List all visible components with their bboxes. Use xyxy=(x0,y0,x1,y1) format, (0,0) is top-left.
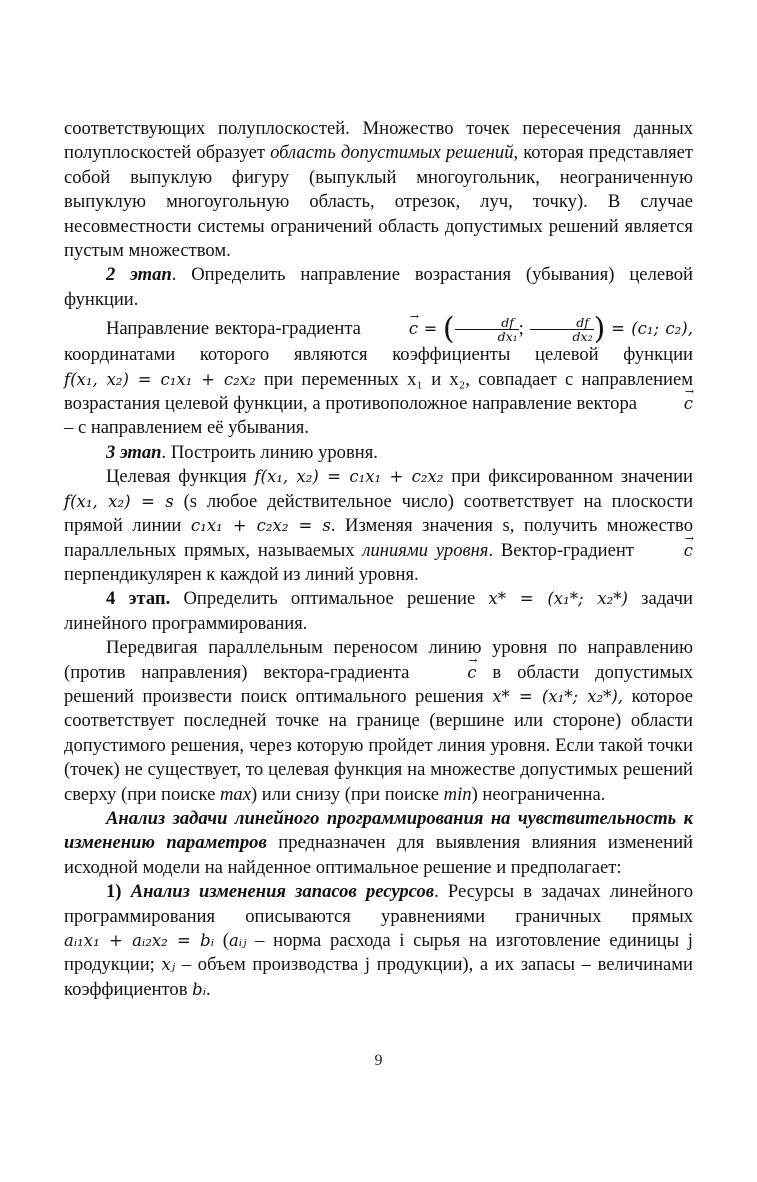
document-page xyxy=(64,117,693,1002)
sensitivity-heading: Анализ задачи линейного программирования на чувствительность к изменению параметров xyxy=(64,807,693,854)
term-feasible-region: область допустимых решений xyxy=(270,142,514,164)
stage-3-label: 3 этап xyxy=(106,441,162,463)
fraction-df-dx2: $\frac{df}{\text{dx₂}}$ xyxy=(530,316,594,343)
stage-2-label: 2 этап xyxy=(106,264,172,286)
stage-2-heading: 2 этап. Определить направление возрастания (убывания) целевой функции. xyxy=(64,264,693,310)
resources-heading: Анализ изменения запасов ресурсов xyxy=(130,881,435,903)
paragraph-sensitivity: Анализ задачи линейного программирования на чувствительность к изменению параметров предназначен для выявления влияния изменений исходной модели на найденное оптимальное решение и предполагает: xyxy=(64,807,693,878)
paragraph-intro: соответствующих полуплоскостей. Множество точек пересечения данных полуплоскостей образует область допустимых решений, которая представляет собой выпуклую фигуру (выпуклый многоугольник, неограниченную выпуклую многоугольную область, отрезок, луч, точку). В случае несовместности системы ограничений область допустимых решений является пустым множеством. xyxy=(64,118,694,262)
stage-4-label: 4 этап. xyxy=(106,588,171,610)
objective-function: f(x₁, x₂) = c₁x₁ + c₂x₂ xyxy=(64,369,256,389)
paragraph-gradient: Направление вектора-градиента → c = ( $\frac{df}{\text{dx₁}}$ ; $\frac{df}{\text{dx₂}}$ ) = (c₁; c₂), координатами которого являются коэффициенты целевой функции f(x₁, x₂) = c₁x₁ + c₂x₂ при переменных x₁ и x₂, совпадает с направлением возрастания целевой функции, а противоположное направление вектора → c – с направлением её убывания. xyxy=(64,316,693,441)
fraction-df-dx1: $\frac{df}{\text{dx₁}}$ xyxy=(455,316,519,343)
vector-c: → c xyxy=(367,317,418,341)
page-number: 9 xyxy=(374,1052,383,1069)
paragraph-resources: 1) Анализ изменения запасов ресурсов. Ресурсы в задачах линейного программирования описываются уравнениями граничных прямых aᵢ₁x₁ + aᵢ₂x₂ = bᵢ (aᵢⱼ – норма расхода i сырья на изготовление единицы j продукции; xⱼ – объем производства j продукции), а их запасы – величинами коэффициентов bᵢ. xyxy=(64,881,694,1000)
paragraph-level-line: Целевая функция f(x₁, x₂) = c₁x₁ + c₂x₂ при фиксированном значении f(x₁, x₂) = s (s любое действительное число) соответствует на плоскости прямой линии c₁x₁ + c₂x₂ = s. Изменяя значения s, получить множество параллельных прямых, называемых линиями уровня. Вектор-градиент → c перпендикулярен к каждой из линий уровня. xyxy=(64,465,693,587)
paragraph-optimal-search: Передвигая параллельным переносом линию уровня по направлению (против направления) вектора-градиента → c в области допустимых решений произвести поиск оптимального решения x* = (x₁*; x₂*), которое соответствует последней точке на границе (вершине или стороне) области допустимого решения, через которую пройдет линия уровня. Если такой точки (точек) не существует, то целевая функция на множестве допустимых решений сверху (при поиске max) или снизу (при поиске min) неограниченна. xyxy=(64,636,693,807)
term-level-lines: линиями уровня xyxy=(362,539,489,561)
stage-4-heading: 4 этап. Определить оптимальное решение x* = (x₁*; x₂*) задачи линейного программирования. xyxy=(64,588,693,634)
gradient-formula: = (c₁; c₂), xyxy=(611,319,693,339)
stage-3-heading: 3 этап. Построить линию уровня. xyxy=(106,441,378,463)
